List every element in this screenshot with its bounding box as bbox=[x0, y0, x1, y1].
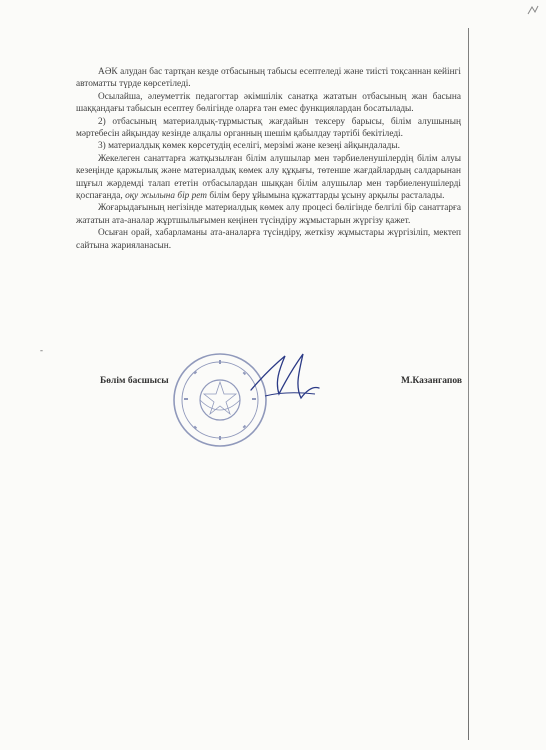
paragraph-parents-notice: Осыған орай, хабарламаны ата-аналарға түсіндіру, жеткізу жұмыстары жүргізіліп, мектеп сайтына жарияланасын. bbox=[76, 228, 461, 251]
paragraph-text-before: Жекелеген санаттарға жатқызылған білім алушылар мен тәрбиеленушілердің білім алуы кезеңінде қаржылық және материалдық көмек алу құқығы, төтенше жағдайлардың салдарынан шұғыл жәрдемді талап ететін отбасылардан шыққан білім алушылар мен тәрбиеленушілерді қоспағанда, bbox=[76, 153, 461, 202]
paragraph-item-2: 2) отбасының материалдық-тұрмыстық жағдайын тексеру барысы, білім алушының мәртебесін айқындау кезінде алқалы органның шешім қабылдау тәртібі бекітіледі. bbox=[76, 116, 461, 140]
paragraph-item-3: 3) материалдық көмек көрсетудің еселігі, мерзімі және кезеңі айқындалады. bbox=[98, 141, 400, 152]
paragraph-explanation-work: Жоғарыдағының негізінде материалдық көмек алу процесі бөлігінде белгілі бір санаттарға жататын ата-аналар жұртшылығымен кеңінен түсіндіру жұмыстарын жүргізу қажет. bbox=[76, 203, 461, 226]
scan-edge-line bbox=[468, 28, 469, 740]
paragraph-social-pedagogues: Осылайша, әлеуметтік педагогтар әкімшілік санатқа жататын отбасының жан басына шаққандағы табысын есептеу бөлігінде оларға тән емес функциялардан босатылады. bbox=[76, 91, 461, 115]
paragraph-text-after: білім беру ұйымына құжаттарды ұсыну арқылы расталады. bbox=[209, 191, 445, 202]
signatory-name: М.Казангапов bbox=[401, 376, 462, 386]
corner-scan-mark-icon bbox=[526, 4, 540, 16]
signatory-role: Бөлім басшысы bbox=[100, 376, 169, 386]
paragraph-emphasis: оқу жылына бір рет bbox=[125, 191, 207, 202]
paragraph-individual-categories bbox=[76, 153, 461, 203]
margin-tick-mark: - bbox=[40, 345, 43, 355]
document-body bbox=[76, 66, 461, 252]
paragraph-afc-refusal: АӘК алудан бас тартқан кезде отбасының табысы есептеледі және тиісті тоқсаннан кейінгі автоматты түрде көрсетіледі. bbox=[76, 67, 461, 90]
signature-block bbox=[100, 376, 462, 392]
